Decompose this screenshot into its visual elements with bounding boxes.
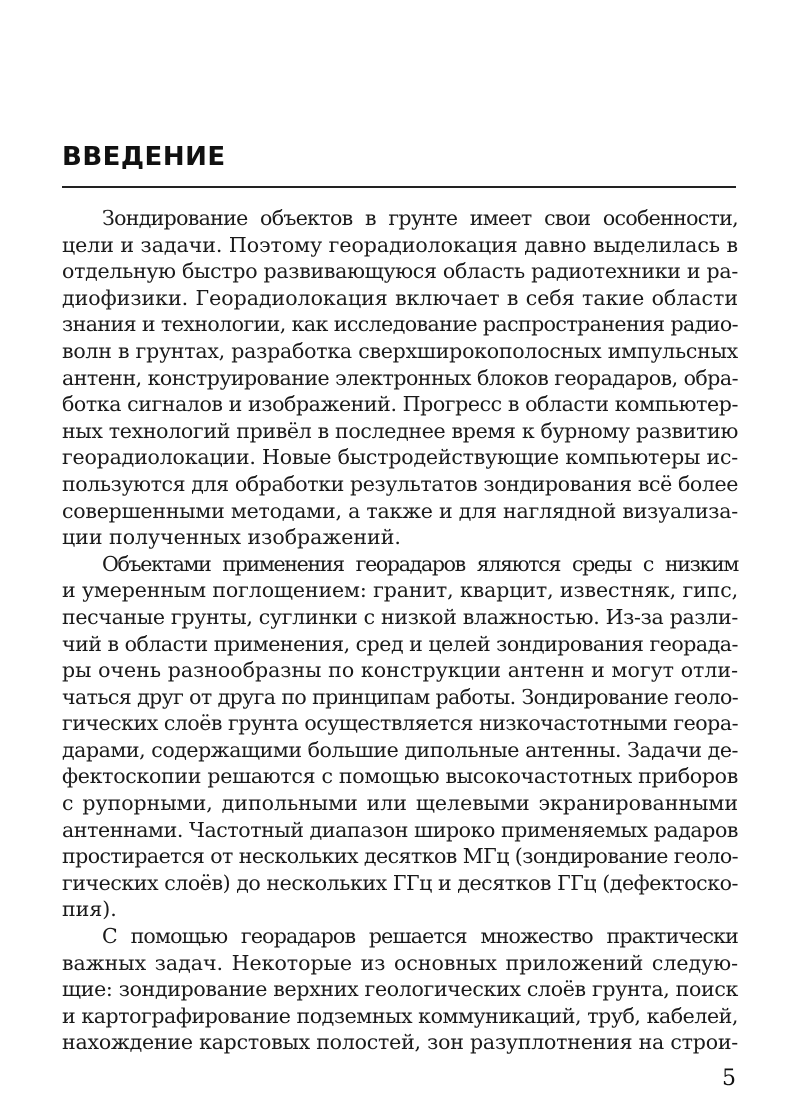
- body-text: [62, 205, 738, 1056]
- text-line: и картографирование подземных коммуникаций, труб, кабелей,: [62, 1003, 739, 1028]
- text-line: щие: зондирование верхних геологических слоёв грунта, поиск: [62, 977, 739, 1002]
- text-line: ных технологий привёл в последнее время к бурному развитию: [62, 418, 739, 443]
- text-line: ры очень разнообразны по конструкции антенн и могут отли-: [62, 658, 738, 683]
- text-line: Зондирование объектов в грунте имеет свои особенности,: [102, 206, 738, 230]
- page-number: 5: [722, 1066, 736, 1091]
- text-line: гических слоёв) до нескольких ГГц и десятков ГГц (дефектоско-: [62, 870, 738, 895]
- text-line: диофизики. Георадиолокация включает в себя такие области: [62, 285, 738, 310]
- text-line: и умеренным поглощением: гранит, кварцит, известняк, гипс,: [62, 578, 738, 603]
- text-line: гических слоёв грунта осуществляется низкочастотными геора-: [62, 711, 739, 736]
- text-line: георадиолокации. Новые быстродействующие компьютеры ис-: [62, 445, 739, 470]
- text-line: фектоскопии решаются с помощью высокочастотных приборов: [62, 764, 738, 789]
- text-line: пользуются для обработки результатов зондирования всё более: [62, 471, 739, 496]
- text-line: Объектами применения георадаров яляются среды с низким: [102, 551, 738, 576]
- text-line: чий в области применения, сред и целей зондирования георада-: [62, 631, 739, 656]
- chapter-heading: ВВЕДЕНИЕ: [62, 142, 226, 172]
- paragraph-2: [62, 551, 738, 923]
- text-line: знания и технологии, как исследование распространения радио-: [62, 312, 739, 337]
- text-line: песчаные грунты, суглинки с низкой влажностью. Из-за разли-: [62, 604, 738, 629]
- text-line: дарами, содержащими большие дипольные антенны. Задачи де-: [62, 737, 739, 762]
- text-line: ции полученных изображений.: [62, 525, 401, 550]
- text-line: антеннами. Частотный диапазон широко применяемых радаров: [62, 817, 739, 842]
- text-line: С помощью георадаров решается множество практически: [102, 924, 738, 949]
- text-line: волн в грунтах, разработка сверхширокополосных импульсных: [62, 338, 738, 363]
- text-line: совершенными методами, а также и для наглядной визуализа-: [62, 498, 738, 523]
- paragraph-1: [62, 205, 738, 551]
- text-line: цели и задачи. Поэтому георадиолокация давно выделилась в: [62, 232, 738, 257]
- text-line: ботка сигналов и изображений. Прогресс в области компьютер-: [62, 392, 738, 417]
- text-line: антенн, конструирование электронных блоков георадаров, обра-: [62, 365, 738, 390]
- text-line: простирается от нескольких десятков МГц (зондирование геоло-: [62, 844, 739, 869]
- paragraph-3: [62, 923, 738, 1056]
- text-line: с рупорными, дипольными или щелевыми экранированными: [62, 791, 738, 816]
- text-line: отдельную быстро развивающуюся область радиотехники и ра-: [62, 259, 738, 284]
- text-line: чаться друг от друга по принципам работы. Зондирование геоло-: [62, 684, 739, 709]
- text-line: важных задач. Некоторые из основных приложений следую-: [62, 950, 738, 975]
- heading-rule: [62, 186, 736, 188]
- text-line: пия).: [62, 897, 117, 922]
- text-line: нахождение карстовых полостей, зон разуплотнения на строи-: [62, 1030, 738, 1055]
